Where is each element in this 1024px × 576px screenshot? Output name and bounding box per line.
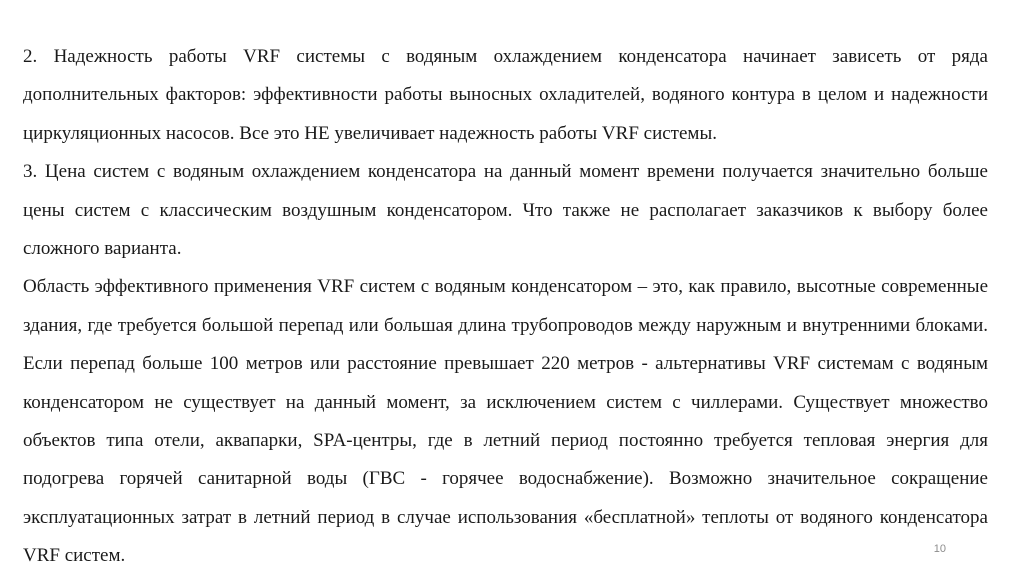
paragraph-application-area: Область эффективного применения VRF систем с водяным конденсатором – это, как правило, высотные современные здания, где требуется большой перепад или большая длина трубопроводов между наружным и внутренними блоками. Если перепад больше 100 метров или расстояние превышает 220 метров - альтернативы VRF системам с водяным конденсатором не существует на данный момент, за исключением систем с чиллерами. Существует множество объектов типа отели, аквапарки, SPA-центры, где в летний период постоянно требуется тепловая энергия для подогрева горячей санитарной воды (ГВС - горячее водоснабжение). Возможно значительное сокращение эксплуатационных затрат в летний период в случае использования «бесплатной» теплоты от водяного конденсатора VRF систем. <box>23 276 988 567</box>
page-number: 10 <box>933 543 946 555</box>
slide-text-block <box>23 38 988 576</box>
paragraph-reliability: 2. Надежность работы VRF системы с водяным охлаждением конденсатора начинает зависеть от ряда дополнительных факторов: эффективности работы выносных охладителей, водяного контура в целом и надежности циркуляционных насосов. Все это НЕ увеличивает надежность работы VRF системы. <box>23 46 988 144</box>
paragraph-price: 3. Цена систем с водяным охлаждением конденсатора на данный момент времени получается значительно больше цены систем с классическим воздушным конденсатором. Что также не располагает заказчиков к выбору более сложного варианта. <box>23 161 988 260</box>
